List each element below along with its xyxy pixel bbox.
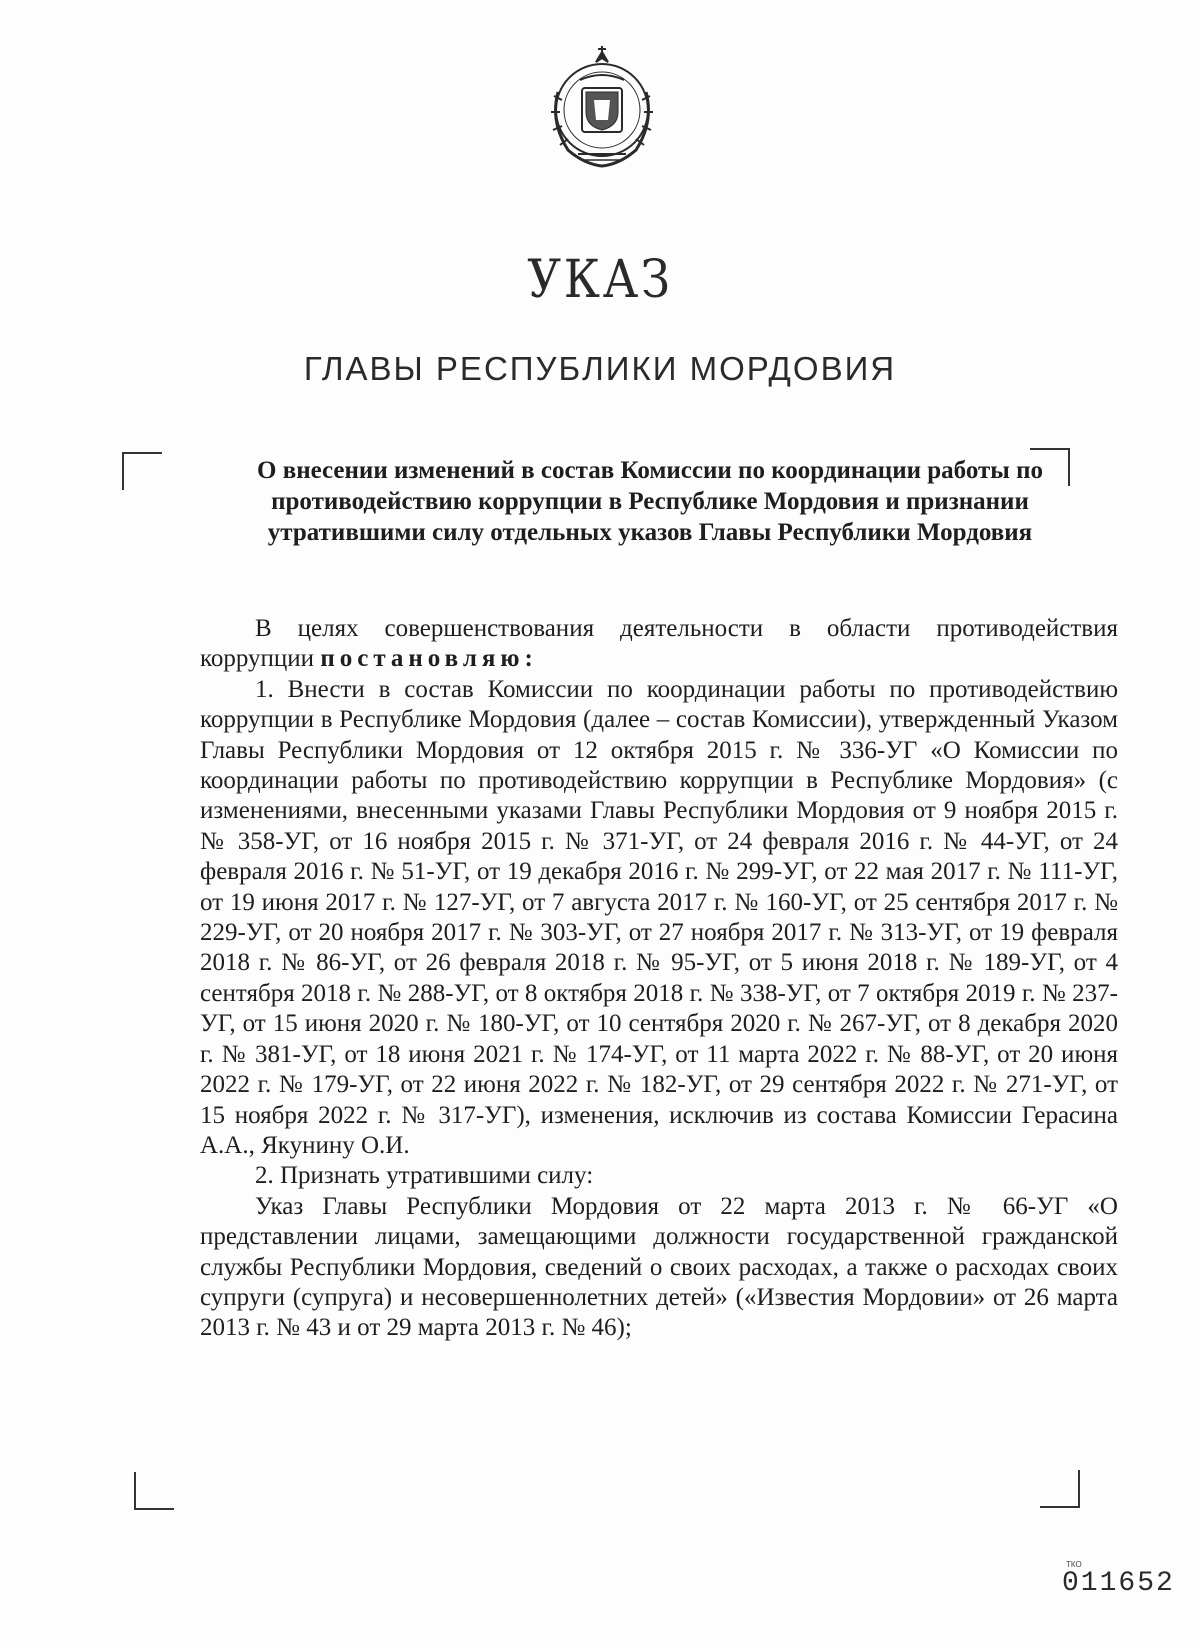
intro-text: В целях совершенствования деятельности в области противодействия коррупции [200,615,1118,673]
serial-mark: ТКО [1066,1560,1082,1569]
intro-paragraph [200,614,1118,675]
mordovia-coat-of-arms-icon [538,42,666,174]
decree-word: постановляю: [320,645,538,673]
item-2-paragraph: 2. Признать утратившими силу: [255,1162,594,1190]
item-1-paragraph: 1. Внести в состав Комиссии по координации работы по противодействию коррупции в Республике Мордовия (далее – состав Комиссии), утвержденный Указом Главы Республики Мордовия от 12 октября 2015 г. № 336-УГ «О Комиссии по координации работы по противодействию коррупции в Республике Мордовия» (с изменениями, внесенными указами Главы Республики Мордовия от 9 ноября 2015 г. № 358-УГ, от 16 ноября 2015 г. № 371-УГ, от 24 февраля 2016 г. № 44-УГ, от 24 февраля 2016 г. № 51-УГ, от 19 декабря 2016 г. № 299-УГ, от 22 мая 2017 г. № 111-УГ, от 19 июня 2017 г. № 127-УГ, от 7 августа 2017 г. № 160-УГ, от 25 сентября 2017 г. № 229-УГ, от 20 ноября 2017 г. № 303-УГ, от 27 ноября 2017 г. № 313-УГ, от 19 февраля 2018 г. № 86-УГ, от 26 февраля 2018 г. № 95-УГ, от 5 июня 2018 г. № 189-УГ, от 4 сентября 2018 г. № 288-УГ, от 8 октября 2018 г. № 338-УГ, от 7 октября 2019 г. № 237-УГ, от 15 июня 2020 г. № 180-УГ, от 10 сентября 2020 г. № 267-УГ, от 8 декабря 2020 г. № 381-УГ, от 18 июня 2021 г. № 174-УГ, от 11 марта 2022 г. № 88-УГ, от 20 июня 2022 г. № 179-УГ, от 22 июня 2022 г. № 182-УГ, от 29 сентября 2022 г. № 271-УГ, от 15 ноября 2022 г. № 317-УГ), изменения, исключив из состава Комиссии Герасина А.А., Якунину О.И. [200,675,1118,1159]
serial-number: 011652 [1062,1568,1175,1599]
corner-mark-top-left [122,452,162,490]
document-heading: О внесении изменений в состав Комиссии по координации работы по противодействию коррупции в Республике Мордовия и признании утратившими силу отдельных указов Главы Республики Мордовия [257,457,1043,546]
corner-mark-bottom-right [1040,1470,1080,1508]
document-subtitle: ГЛАВЫ РЕСПУБЛИКИ МОРДОВИЯ [303,350,897,387]
corner-mark-bottom-left [134,1472,174,1510]
item-2-detail-paragraph: Указ Главы Республики Мордовия от 22 марта 2013 г. № 66-УГ «О представлении лицами, замещающими должности государственной гражданской службы Республики Мордовия, сведений о своих расходах, а также о расходах своих супруги (супруга) и несовершеннолетних детей» («Известия Мордовии» от 26 марта 2013 г. № 43 и от 29 марта 2013 г. № 46); [200,1192,1118,1342]
document-title: УКАЗ [527,250,673,310]
document-body [200,614,1118,1344]
